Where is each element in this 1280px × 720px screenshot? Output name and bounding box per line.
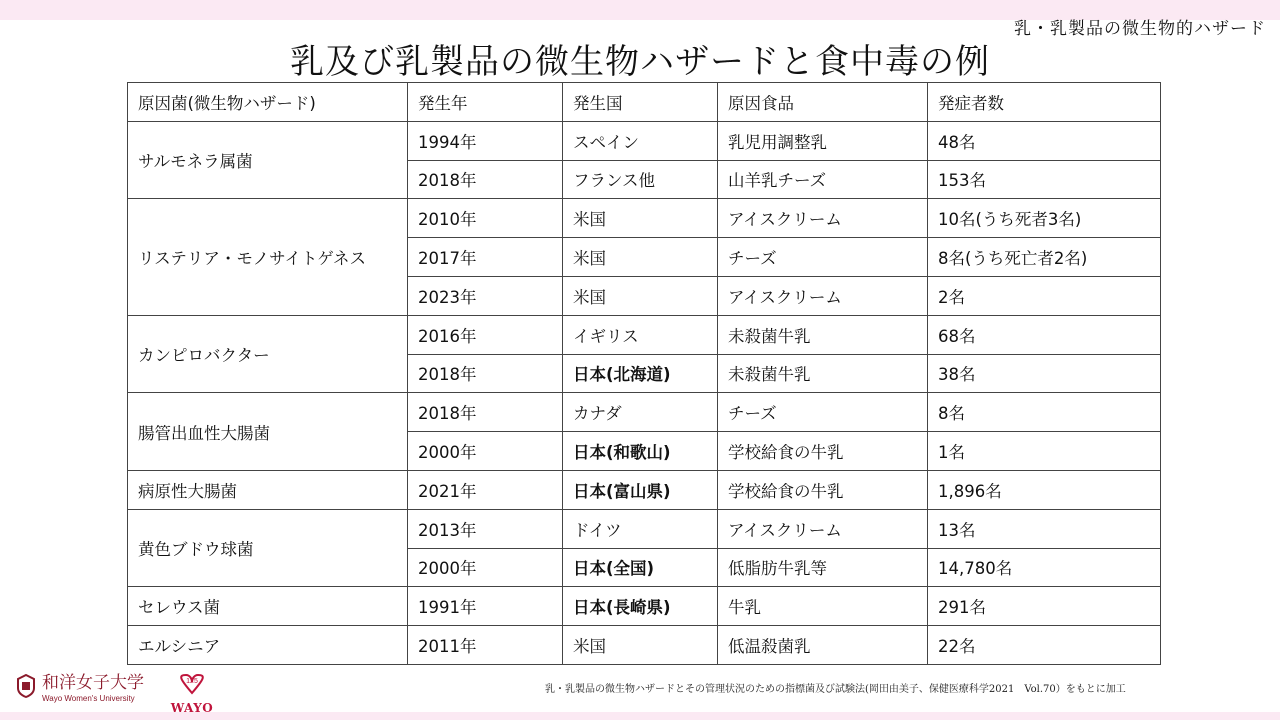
university-logo <box>16 674 144 704</box>
country-cell: 米国 <box>563 238 718 277</box>
country-cell: イギリス <box>563 315 718 354</box>
cases-cell: 38名 <box>928 354 1161 393</box>
cases-cell: 153名 <box>928 160 1161 199</box>
header-hazard: 原因菌(微生物ハザード) <box>128 83 408 122</box>
table-body <box>128 121 1161 664</box>
wayo-logo <box>168 673 216 715</box>
food-cell: 低脂肪牛乳等 <box>718 548 928 587</box>
year-cell: 2016年 <box>408 315 563 354</box>
food-cell: チーズ <box>718 393 928 432</box>
anniversary-badge: 125 <box>186 678 198 685</box>
table-row <box>128 509 1161 548</box>
hazard-cell: 黄色ブドウ球菌 <box>128 509 408 587</box>
university-name-ja: 和洋女子大学 <box>42 673 144 693</box>
hazard-cell: セレウス菌 <box>128 587 408 626</box>
section-title: 乳・乳製品の微生物的ハザード <box>1014 19 1266 39</box>
table-row <box>128 587 1161 626</box>
hazard-cell: 腸管出血性大腸菌 <box>128 393 408 471</box>
food-cell: 学校給食の牛乳 <box>718 432 928 471</box>
cases-cell: 22名 <box>928 626 1161 665</box>
table-row <box>128 393 1161 432</box>
country-text-bold: 日本(北海道) <box>573 365 671 385</box>
cases-cell: 1名 <box>928 432 1161 471</box>
food-cell: 牛乳 <box>718 587 928 626</box>
food-cell: アイスクリーム <box>718 199 928 238</box>
food-cell: 低温殺菌乳 <box>718 626 928 665</box>
country-cell <box>563 548 718 587</box>
cases-cell: 10名(うち死者3名) <box>928 199 1161 238</box>
country-text-bold: 日本(長崎県) <box>573 598 671 618</box>
country-cell <box>563 432 718 471</box>
country-cell: フランス他 <box>563 160 718 199</box>
country-cell <box>563 354 718 393</box>
hazard-table <box>127 82 1161 665</box>
year-cell: 1994年 <box>408 121 563 160</box>
food-cell: アイスクリーム <box>718 276 928 315</box>
country-cell: カナダ <box>563 393 718 432</box>
cases-cell: 68名 <box>928 315 1161 354</box>
cases-cell: 8名(うち死亡者2名) <box>928 238 1161 277</box>
year-cell: 1991年 <box>408 587 563 626</box>
ribbon-icon <box>172 673 212 697</box>
year-cell: 2000年 <box>408 432 563 471</box>
table-row <box>128 626 1161 665</box>
header-country: 発生国 <box>563 83 718 122</box>
cases-cell: 8名 <box>928 393 1161 432</box>
hazard-cell: リステリア・モノサイトゲネス <box>128 199 408 315</box>
country-text-bold: 日本(全国) <box>573 559 655 579</box>
country-text-bold: 日本(和歌山) <box>573 443 671 463</box>
table-row <box>128 470 1161 509</box>
year-cell: 2023年 <box>408 276 563 315</box>
cases-cell: 2名 <box>928 276 1161 315</box>
food-cell: 未殺菌牛乳 <box>718 354 928 393</box>
country-cell: 米国 <box>563 626 718 665</box>
year-cell: 2021年 <box>408 470 563 509</box>
year-cell: 2011年 <box>408 626 563 665</box>
hazard-cell: サルモネラ属菌 <box>128 121 408 199</box>
food-cell: アイスクリーム <box>718 509 928 548</box>
hazard-cell: カンピロバクター <box>128 315 408 393</box>
table-row <box>128 121 1161 160</box>
hazard-cell: エルシニア <box>128 626 408 665</box>
cases-cell: 13名 <box>928 509 1161 548</box>
year-cell: 2013年 <box>408 509 563 548</box>
country-cell: 米国 <box>563 199 718 238</box>
table-header-row <box>128 83 1161 122</box>
country-cell: スペイン <box>563 121 718 160</box>
country-cell <box>563 587 718 626</box>
header-year: 発生年 <box>408 83 563 122</box>
page-title: 乳及び乳製品の微生物ハザードと食中毒の例 <box>290 42 990 82</box>
year-cell: 2010年 <box>408 199 563 238</box>
cases-cell: 48名 <box>928 121 1161 160</box>
country-cell: ドイツ <box>563 509 718 548</box>
header-food: 原因食品 <box>718 83 928 122</box>
cases-cell: 291名 <box>928 587 1161 626</box>
year-cell: 2018年 <box>408 160 563 199</box>
food-cell: 山羊乳チーズ <box>718 160 928 199</box>
year-cell: 2018年 <box>408 354 563 393</box>
food-cell: 学校給食の牛乳 <box>718 470 928 509</box>
food-cell: チーズ <box>718 238 928 277</box>
hazard-cell: 病原性大腸菌 <box>128 470 408 509</box>
table-row <box>128 199 1161 238</box>
food-cell: 乳児用調整乳 <box>718 121 928 160</box>
country-text-bold: 日本(富山県) <box>573 481 671 501</box>
source-note: 乳・乳製品の微生物ハザードとその管理状況のための指標菌及び試験法(岡田由美子、保健医療科学2021 Vol.70）をもとに加工 <box>545 684 1126 695</box>
header-cases: 発症者数 <box>928 83 1161 122</box>
table-row <box>128 315 1161 354</box>
year-cell: 2000年 <box>408 548 563 587</box>
wayo-wordmark: WAYO <box>170 701 214 715</box>
cases-cell: 14,780名 <box>928 548 1161 587</box>
cases-cell: 1,896名 <box>928 470 1161 509</box>
country-cell: 米国 <box>563 276 718 315</box>
university-emblem-icon <box>16 674 36 698</box>
year-cell: 2018年 <box>408 393 563 432</box>
food-cell: 未殺菌牛乳 <box>718 315 928 354</box>
country-cell <box>563 470 718 509</box>
university-name-en: Wayo Women's University <box>42 694 135 703</box>
year-cell: 2017年 <box>408 238 563 277</box>
